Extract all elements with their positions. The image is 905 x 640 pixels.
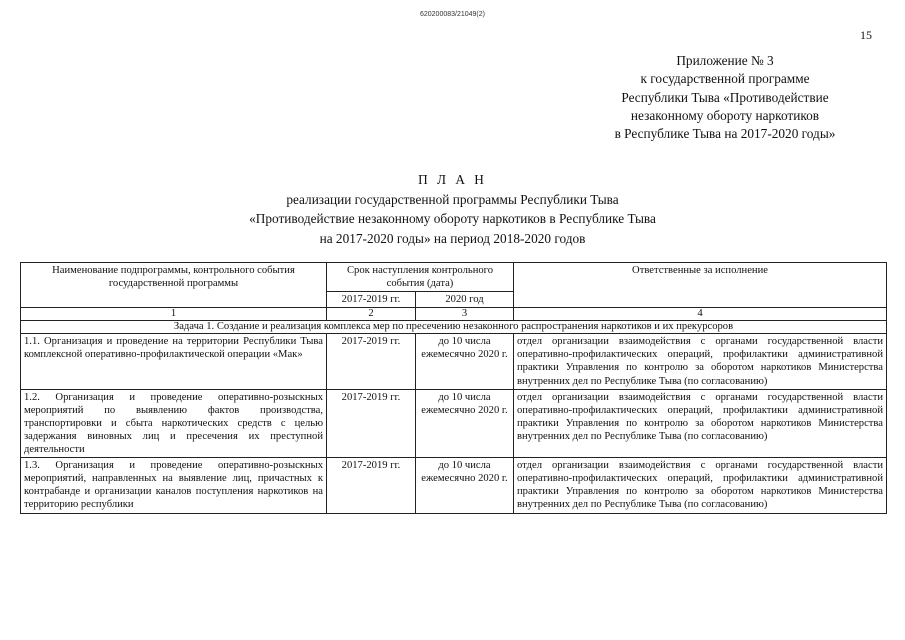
plan-subtitle-line: на 2017-2020 годы» на период 2018-2020 годов [319, 230, 586, 246]
appendix-line: Приложение № 3 [676, 53, 774, 68]
event-responsible: отдел организации взаимодействия с органами государственной власти оперативно-профилактических операций, профилактики административной практики Управления по контролю за оборотом наркотиков Министерства внутренних дел по Республике Тыва (по согласованию) [514, 389, 887, 457]
header-responsible: Ответственные за исполнение [514, 263, 887, 308]
plan-title: П Л А Н [418, 172, 487, 187]
header-deadline: Срок наступления контрольного события (дата) [327, 263, 514, 292]
plan-table [20, 262, 887, 514]
appendix-line: незаконному обороту наркотиков [630, 107, 820, 123]
plan-subtitle-line: «Противодействие незаконному обороту наркотиков в Республике Тыва [249, 211, 656, 226]
appendix-block [560, 52, 890, 143]
event-period: 2017-2019 гг. [327, 334, 416, 389]
table-row [21, 334, 887, 389]
event-period: 2017-2019 гг. [327, 458, 416, 513]
appendix-line: к государственной программе [640, 71, 810, 87]
column-number: 3 [416, 308, 514, 321]
document-code: 620200083/21049(2) [419, 11, 485, 18]
header-period-2020: 2020 год [416, 292, 514, 308]
appendix-line: Республики Тыва «Противодействие [621, 89, 829, 105]
event-period: 2017-2019 гг. [327, 389, 416, 457]
table-row [21, 389, 887, 457]
column-number: 4 [514, 308, 887, 321]
column-number-row [21, 308, 887, 321]
column-number: 2 [327, 308, 416, 321]
header-period-2017-2019: 2017-2019 гг. [327, 292, 416, 308]
task-row [21, 321, 887, 334]
event-responsible: отдел организации взаимодействия с органами государственной власти оперативно-профилактических операций, профилактики административной практики Управления по контролю за оборотом наркотиков Министерства внутренних дел по Республике Тыва (по согласованию) [514, 458, 887, 513]
event-deadline: до 10 числа ежемесячно 2020 г. [416, 458, 514, 513]
plan-heading [0, 170, 905, 248]
plan-subtitle-line: реализации государственной программы Республики Тыва [286, 191, 619, 207]
event-name: 1.3. Организация и проведение оперативно-розыскных мероприятий, направленных на выявление лиц, причастных к контрабанде и организации каналов поступления наркотиков на территорию республики [21, 458, 327, 513]
table-header-row [21, 263, 887, 292]
appendix-line: в Республике Тыва на 2017-2020 годы» [614, 126, 836, 142]
table-row [21, 458, 887, 513]
event-deadline: до 10 числа ежемесячно 2020 г. [416, 389, 514, 457]
task-title: Задача 1. Создание и реализация комплекса мер по пресечению незаконного распространения наркотиков и их прекурсоров [21, 321, 887, 334]
header-name: Наименование подпрограммы, контрольного события государственной программы [21, 263, 327, 308]
column-number: 1 [21, 308, 327, 321]
event-deadline: до 10 числа ежемесячно 2020 г. [416, 334, 514, 389]
page-number: 15 [860, 28, 872, 42]
event-name: 1.1. Организация и проведение на территории Республики Тыва комплексной оперативно-профилактической операции «Мак» [21, 334, 327, 389]
event-responsible: отдел организации взаимодействия с органами государственной власти оперативно-профилактических операций, профилактики административной практики Управления по контролю за оборотом наркотиков Министерства внутренних дел по Республике Тыва (по согласованию) [514, 334, 887, 389]
event-name: 1.2. Организация и проведение оперативно-розыскных мероприятий по выявлению фактов производства, транспортировки и сбыта наркотических средств с целью задержания виновных лиц и пресечения их преступной деятельности [21, 389, 327, 457]
